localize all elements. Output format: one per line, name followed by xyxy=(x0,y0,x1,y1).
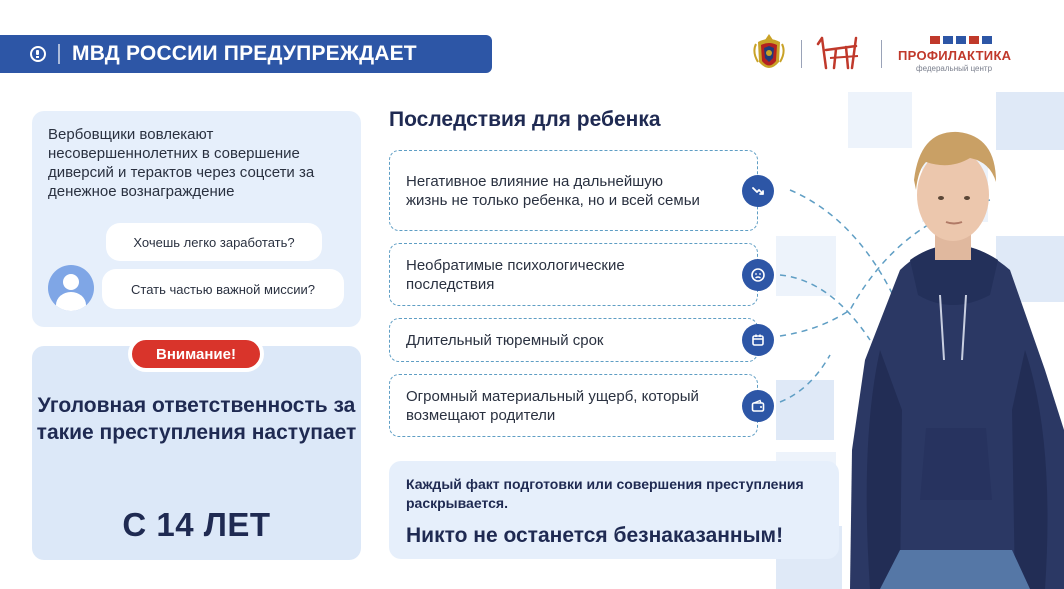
logo-square xyxy=(969,36,979,44)
attention-badge: Внимание! xyxy=(128,336,264,372)
chat-message: Стать частью важной миссии? xyxy=(102,269,344,309)
liability-text: Уголовная ответственность за такие преступления наступает xyxy=(36,394,357,444)
avatar-body xyxy=(56,292,86,311)
logo-divider xyxy=(881,40,882,68)
consequence-text: Длительный тюремный срок xyxy=(406,331,604,349)
logo-divider xyxy=(801,40,802,68)
consequence-item xyxy=(389,374,758,437)
banner-title: МВД РОССИИ ПРЕДУПРЕЖДАЕТ xyxy=(72,42,417,65)
teenager-photo xyxy=(840,110,1064,589)
chat-message: Хочешь легко заработать? xyxy=(106,223,322,261)
consequence-item xyxy=(389,318,758,362)
avatar-head xyxy=(63,274,79,290)
consequence-item xyxy=(389,243,758,306)
desk-logo-icon xyxy=(816,34,866,74)
notice-headline: Никто не останется безнаказанным! xyxy=(406,524,784,547)
consequence-text: Необратимые психологические последствия xyxy=(406,256,625,293)
header-banner xyxy=(0,35,492,73)
alert-circle-icon xyxy=(30,46,46,62)
logo-square xyxy=(930,36,940,44)
avatar xyxy=(48,265,94,311)
logo-square xyxy=(956,36,966,44)
notice-text: Каждый факт подготовки или совершения преступления раскрывается. xyxy=(406,476,804,511)
logo-square xyxy=(982,36,992,44)
logo-square xyxy=(943,36,953,44)
recruitment-lead-text: Вербовщики вовлекают несовершеннолетних в совершение диверсий и терактов через соцсети за денежное вознаграждение xyxy=(48,126,315,200)
calendar-icon xyxy=(742,324,774,356)
wallet-icon xyxy=(742,390,774,422)
consequence-item xyxy=(389,150,758,231)
consequences-title: Последствия для ребенка xyxy=(389,108,661,131)
trend-down-icon xyxy=(742,175,774,207)
profilaktika-logo-mark xyxy=(930,36,992,44)
consequence-text: Огромный материальный ущерб, который возмещают родители xyxy=(406,387,699,424)
sad-face-icon xyxy=(742,259,774,291)
consequence-text: Негативное влияние на дальнейшую жизнь не только ребенка, но и всей семьи xyxy=(406,172,700,209)
recruitment-chat-card xyxy=(32,111,361,327)
investigation-notice xyxy=(389,461,839,559)
liability-age: С 14 ЛЕТ xyxy=(122,506,271,543)
profilaktika-logo-subtitle: федеральный центр xyxy=(916,64,993,73)
police-emblem-icon xyxy=(752,32,786,76)
profilaktika-logo-text: ПРОФИЛАКТИКА xyxy=(898,48,1012,63)
banner-divider xyxy=(58,44,60,64)
